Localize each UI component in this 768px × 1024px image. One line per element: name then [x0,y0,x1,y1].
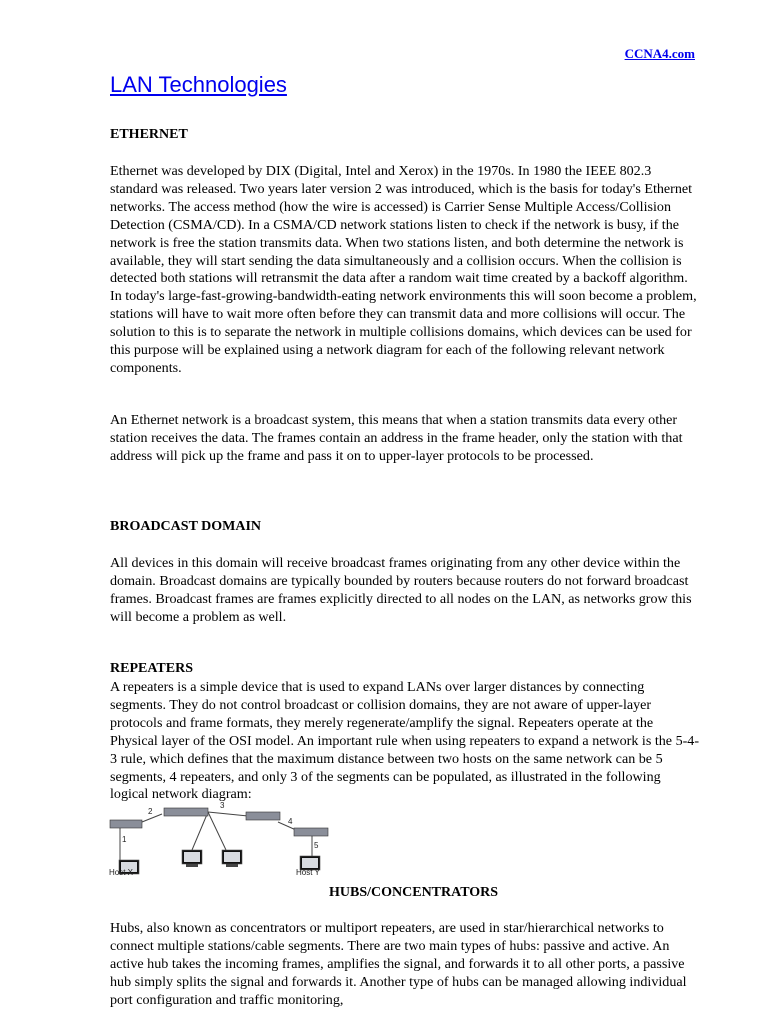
repeater-icon [110,820,142,828]
network-diagram [108,802,338,876]
segment-label: 5 [314,841,319,850]
heading-hubs: HUBS/CONCENTRATORS [329,885,499,900]
segment-label: 2 [148,807,153,816]
computer-icon [222,850,242,867]
repeater-icon [246,812,280,820]
repeater-icon [164,808,208,816]
page-title[interactable]: LAN Technologies [110,72,287,97]
diagram-links [120,812,312,860]
repeaters-paragraph: A repeaters is a simple device that is used to expand LANs over larger distances by connecting segments. They do not control broadcast or collision domains, they are not aware of upper-layer protocols and frame formats, they merely regenerate/amplify the signal. Repeaters operate at the Physical layer of the OSI model. An important rule when using repeaters to expand a network is the 5-4-3 rule, which defines that the maximum distance between two hosts on the same network can be 5 segments, 4 repeaters, and only 3 of the segments can be populated, as illustrated in the following logical network diagram: [110,679,700,803]
hubs-paragraph: Hubs, also known as concentrators or multiport repeaters, are used in star/hierarchical networks to connect multiple stations/cable segments. There are two main types of hubs: passive and active. An active hub takes the incoming frames, amplifies the signal, and forwards it to all other ports, a passive hub simply splits the signal and forwards it. Another type of hubs can be managed allowing individual port configuration and traffic monitoring, [110,920,687,1008]
heading-repeaters: REPEATERS [110,661,193,676]
repeater-icon [294,828,328,836]
segment-label: 3 [220,802,225,810]
segment-label: 4 [288,817,293,826]
segment-label: 1 [122,835,127,844]
ethernet-paragraph-2: An Ethernet network is a broadcast system, this means that when a station transmits data every other station receives the data. The frames contain an address in the frame header, only the station with that address will pick up the frame and pass it on to upper-layer protocols to be processed. [110,412,683,464]
workstation-icons [119,850,320,874]
computer-icon [182,850,202,867]
ethernet-paragraph-1: Ethernet was developed by DIX (Digital, Intel and Xerox) in the 1970s. In 1980 the IEEE 802.3 standard was released. Two years later version 2 was introduced, which is the basis for today's Ethernet networks. The access method (how the wire is accessed) is Carrier Sense Multiple Access/Collision Detection (CSMA/CD). In a CSMA/CD network stations listen to check if the network is busy, if the network is free the station transmits data. When two stations listen, and both determine the network is available, they will start sending the data simultaneously and a collision occurs. When the collision is detected both stations will retransmit the data after a random wait time created by a backoff algorithm. In today's large-fast-growing-bandwidth-eating network environments this will soon become a problem, stations will have to wait more often before they can transmit data and more collisions will occur. The solution to this is to separate the network in multiple collisions domains, which devices can be used for this purpose will be explained using a network diagram for each of the following relevant network components. [110,163,697,376]
host-x-label: Host X [109,868,134,876]
site-link[interactable]: CCNA4.com [624,46,695,61]
heading-ethernet: ETHERNET [110,127,188,142]
heading-broadcast-domain: BROADCAST DOMAIN [110,519,262,534]
broadcast-paragraph: All devices in this domain will receive broadcast frames originating from any other device within the domain. Broadcast domains are typically bounded by routers because routers do not forward broadcast frames. Broadcast frames are frames explicitly directed to all nodes on the LAN, as networks grow this will become a problem as well. [110,555,692,625]
host-y-label: Host Y [296,868,320,876]
